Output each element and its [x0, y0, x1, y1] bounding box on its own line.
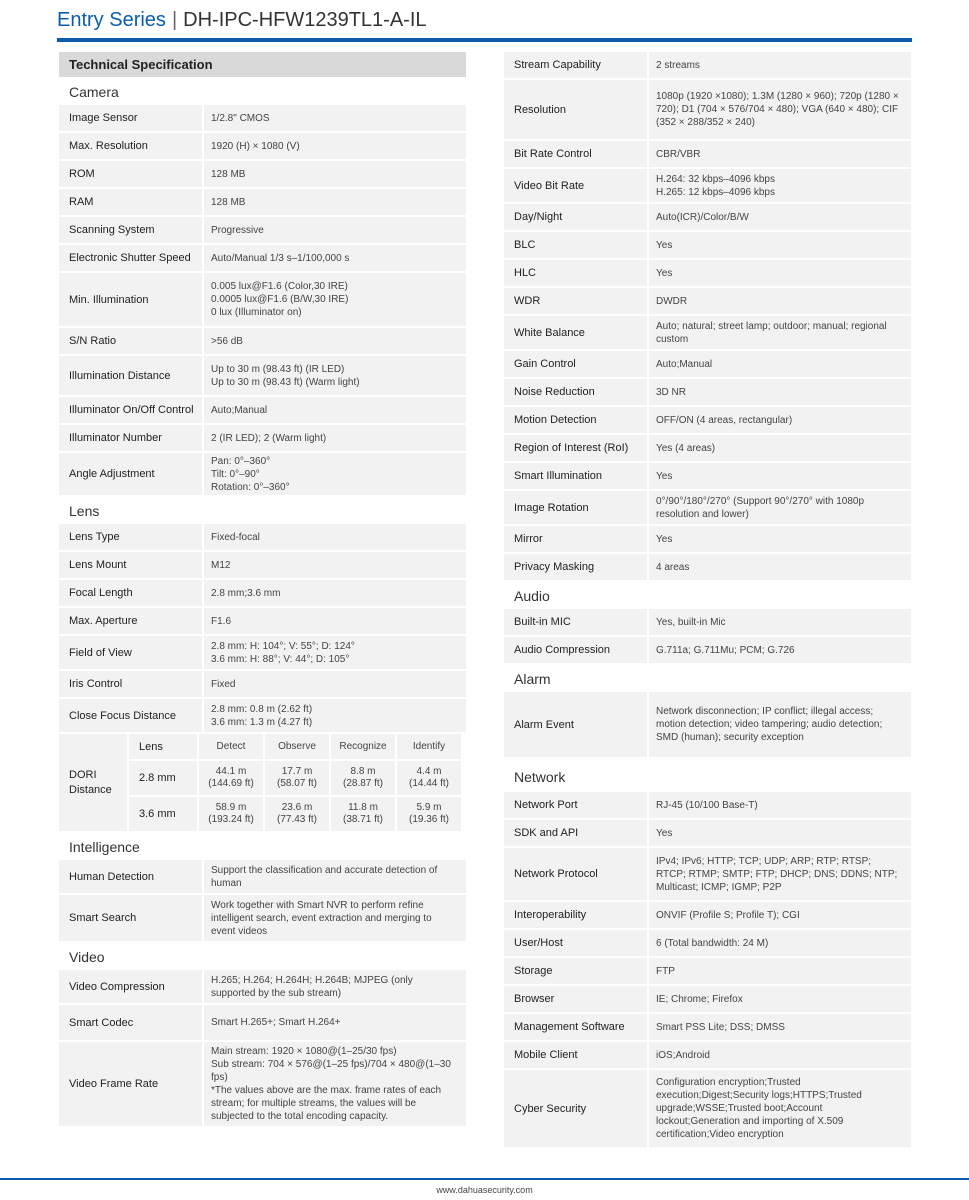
- spec-label: Mobile Client: [504, 1042, 647, 1068]
- spec-row: [59, 273, 466, 326]
- spec-row: [504, 1070, 911, 1147]
- spec-label: Electronic Shutter Speed: [59, 245, 202, 271]
- spec-value: iOS;Android: [649, 1042, 911, 1068]
- spec-row: [504, 491, 911, 524]
- spec-value: Yes: [649, 463, 911, 489]
- spec-label: Alarm Event: [504, 692, 647, 757]
- spec-label: BLC: [504, 232, 647, 258]
- spec-value: Network disconnection; IP conflict; illegal access; motion detection; video tampering; audio detection; SMD (human); security exception: [649, 692, 911, 757]
- spec-label: Interoperability: [504, 902, 647, 928]
- spec-value: Yes (4 areas): [649, 435, 911, 461]
- spec-label: Network Protocol: [504, 848, 647, 900]
- spec-label: ROM: [59, 161, 202, 187]
- header-rule: [57, 38, 912, 42]
- spec-label: Focal Length: [59, 580, 202, 606]
- spec-label: Min. Illumination: [59, 273, 202, 326]
- footer-rule: [0, 1178, 969, 1180]
- spec-row: [59, 608, 466, 634]
- spec-value: Fixed: [204, 671, 466, 697]
- spec-row: [504, 379, 911, 405]
- spec-value: 128 MB: [204, 189, 466, 215]
- network-rows: [504, 792, 911, 1147]
- spec-value: Pan: 0°–360° Tilt: 0°–90° Rotation: 0°–360°: [204, 453, 466, 495]
- spec-row: [504, 848, 911, 900]
- spec-row: [504, 232, 911, 258]
- spec-row: [504, 958, 911, 984]
- spec-label: Built-in MIC: [504, 609, 647, 635]
- dori-value-cell: 23.6 m (77.43 ft): [265, 797, 329, 831]
- spec-value: 128 MB: [204, 161, 466, 187]
- spec-row: [504, 902, 911, 928]
- spec-value: H.264: 32 kbps–4096 kbps H.265: 12 kbps–4096 kbps: [649, 169, 911, 202]
- spec-label: Illumination Distance: [59, 356, 202, 395]
- spec-label: Illuminator Number: [59, 425, 202, 451]
- section-audio: Audio: [514, 588, 550, 604]
- spec-row: [504, 554, 911, 580]
- spec-label: White Balance: [504, 316, 647, 349]
- section-network: Network: [514, 769, 566, 785]
- spec-value: 2.8 mm: 0.8 m (2.62 ft) 3.6 mm: 1.3 m (4.27 ft): [204, 699, 466, 732]
- spec-label: S/N Ratio: [59, 328, 202, 354]
- spec-value: CBR/VBR: [649, 141, 911, 167]
- dori-value-cell: 5.9 m (19.36 ft): [397, 797, 461, 831]
- spec-label: RAM: [59, 189, 202, 215]
- spec-row: [504, 463, 911, 489]
- spec-value: 2 streams: [649, 52, 911, 78]
- spec-value: 4 areas: [649, 554, 911, 580]
- header-separator: |: [171, 9, 178, 31]
- spec-value: 3D NR: [649, 379, 911, 405]
- spec-row: [504, 204, 911, 230]
- left-column: [59, 52, 466, 1128]
- spec-row: [59, 133, 466, 159]
- dori-grid: [129, 734, 466, 831]
- spec-label: HLC: [504, 260, 647, 286]
- spec-value: Yes: [649, 526, 911, 552]
- dori-lens-cell: 2.8 mm: [129, 761, 197, 795]
- spec-label: Resolution: [504, 80, 647, 139]
- spec-value: Auto/Manual 1/3 s–1/100,000 s: [204, 245, 466, 271]
- spec-label: Lens Type: [59, 524, 202, 550]
- spec-label: WDR: [504, 288, 647, 314]
- spec-label: User/Host: [504, 930, 647, 956]
- spec-value: Fixed-focal: [204, 524, 466, 550]
- dori-header-cell: Recognize: [331, 734, 395, 759]
- spec-label: Smart Codec: [59, 1005, 202, 1040]
- dori-value-cell: 11.8 m (38.71 ft): [331, 797, 395, 831]
- spec-label: Video Bit Rate: [504, 169, 647, 202]
- spec-value: DWDR: [649, 288, 911, 314]
- spec-value: Auto; natural; street lamp; outdoor; manual; regional custom: [649, 316, 911, 349]
- video-continued-rows: [504, 52, 911, 580]
- audio-rows: [504, 609, 911, 663]
- model-number: DH-IPC-HFW1239TL1-A-IL: [183, 9, 427, 31]
- spec-row: [504, 52, 911, 78]
- spec-value: Yes: [649, 260, 911, 286]
- spec-row: [59, 161, 466, 187]
- spec-value: 1080p (1920 ×1080); 1.3M (1280 × 960); 720p (1280 × 720); D1 (704 × 576/704 × 480); VGA (640 × 480); CIF (352 × 288/352 × 240): [649, 80, 911, 139]
- spec-row: [59, 189, 466, 215]
- dori-value-cell: 17.7 m (58.07 ft): [265, 761, 329, 795]
- document-header: [57, 6, 427, 34]
- spec-value: Support the classification and accurate detection of human: [204, 860, 466, 893]
- footer-url: www.dahuasecurity.com: [436, 1185, 533, 1195]
- spec-value: Yes: [649, 820, 911, 846]
- spec-value: H.265; H.264; H.264H; H.264B; MJPEG (only supported by the sub stream): [204, 970, 466, 1003]
- spec-label: Management Software: [504, 1014, 647, 1040]
- alarm-rows: [504, 692, 911, 757]
- spec-value: FTP: [649, 958, 911, 984]
- video-rows: [59, 970, 466, 1126]
- spec-label: Browser: [504, 986, 647, 1012]
- spec-value: 1/2.8" CMOS: [204, 105, 466, 131]
- spec-value: 0.005 lux@F1.6 (Color,30 IRE) 0.0005 lux@F1.6 (B/W,30 IRE) 0 lux (Illuminator on): [204, 273, 466, 326]
- spec-label: Noise Reduction: [504, 379, 647, 405]
- spec-row: [59, 524, 466, 550]
- spec-value: Progressive: [204, 217, 466, 243]
- dori-distance-table: [59, 734, 466, 831]
- spec-value: Auto(ICR)/Color/B/W: [649, 204, 911, 230]
- spec-label: Day/Night: [504, 204, 647, 230]
- spec-value: RJ-45 (10/100 Base-T): [649, 792, 911, 818]
- spec-label: Privacy Masking: [504, 554, 647, 580]
- spec-row: [59, 217, 466, 243]
- spec-row: [59, 895, 466, 941]
- spec-value: Configuration encryption;Trusted execution;Digest;Security logs;HTTPS;Trusted upgrade;WSSE;Trusted boot;Account lockout;Generation and importing of X.509 certification;Video encryption: [649, 1070, 911, 1147]
- spec-row: [59, 671, 466, 697]
- spec-label: Audio Compression: [504, 637, 647, 663]
- section-lens: Lens: [69, 503, 100, 519]
- spec-value: G.711a; G.711Mu; PCM; G.726: [649, 637, 911, 663]
- spec-label: Video Compression: [59, 970, 202, 1003]
- dori-lens-cell: 3.6 mm: [129, 797, 197, 831]
- spec-label: Max. Resolution: [59, 133, 202, 159]
- camera-rows: [59, 105, 466, 495]
- spec-row: [504, 351, 911, 377]
- spec-label: Iris Control: [59, 671, 202, 697]
- spec-row: [59, 356, 466, 395]
- dori-value-cell: 44.1 m (144.69 ft): [199, 761, 263, 795]
- spec-row: [504, 986, 911, 1012]
- spec-value: Smart PSS Lite; DSS; DMSS: [649, 1014, 911, 1040]
- spec-label: SDK and API: [504, 820, 647, 846]
- spec-row: [504, 1042, 911, 1068]
- spec-value: 2.8 mm;3.6 mm: [204, 580, 466, 606]
- spec-row: [504, 637, 911, 663]
- right-column: [504, 52, 911, 1149]
- spec-row: [504, 609, 911, 635]
- spec-row: [59, 453, 466, 495]
- spec-row: [504, 316, 911, 349]
- spec-row: [504, 260, 911, 286]
- spec-label: Motion Detection: [504, 407, 647, 433]
- lens-rows: [59, 524, 466, 732]
- spec-label: Lens Mount: [59, 552, 202, 578]
- spec-value: Auto;Manual: [204, 397, 466, 423]
- spec-value: 6 (Total bandwidth: 24 M): [649, 930, 911, 956]
- spec-label: Close Focus Distance: [59, 699, 202, 732]
- dori-header-cell: Identify: [397, 734, 461, 759]
- spec-row: [59, 970, 466, 1003]
- spec-label: Max. Aperture: [59, 608, 202, 634]
- spec-label: Video Frame Rate: [59, 1042, 202, 1126]
- spec-row: [59, 397, 466, 423]
- spec-value: Auto;Manual: [649, 351, 911, 377]
- section-camera: Camera: [69, 84, 119, 100]
- spec-row: [504, 820, 911, 846]
- spec-label: Stream Capability: [504, 52, 647, 78]
- spec-value: 2.8 mm: H: 104°; V: 55°; D: 124° 3.6 mm: H: 88°; V: 44°; D: 105°: [204, 636, 466, 669]
- section-video: Video: [69, 949, 105, 965]
- spec-row: [59, 636, 466, 669]
- spec-label: Human Detection: [59, 860, 202, 893]
- spec-row: [59, 552, 466, 578]
- spec-value: ONVIF (Profile S; Profile T); CGI: [649, 902, 911, 928]
- spec-value: Yes: [649, 232, 911, 258]
- spec-label: Image Rotation: [504, 491, 647, 524]
- dori-header-cell: Detect: [199, 734, 263, 759]
- dori-value-cell: 8.8 m (28.87 ft): [331, 761, 395, 795]
- dori-header-cell: Lens: [129, 734, 197, 759]
- spec-value: Yes, built-in Mic: [649, 609, 911, 635]
- spec-row: [504, 930, 911, 956]
- spec-row: [504, 169, 911, 202]
- section-alarm: Alarm: [514, 671, 551, 687]
- spec-label: Region of Interest (RoI): [504, 435, 647, 461]
- spec-row: [504, 1014, 911, 1040]
- spec-value: F1.6: [204, 608, 466, 634]
- spec-value: IE; Chrome; Firefox: [649, 986, 911, 1012]
- spec-value: 1920 (H) × 1080 (V): [204, 133, 466, 159]
- spec-value: Main stream: 1920 × 1080@(1–25/30 fps) Sub stream: 704 × 576@(1–25 fps)/704 × 480@(1–30 fps) *The values above are the max. frame rates of each stream; for multiple streams, the values will be subjected to the total encoding capacity.: [204, 1042, 466, 1126]
- spec-row: [59, 105, 466, 131]
- spec-value: Up to 30 m (98.43 ft) (IR LED) Up to 30 m (98.43 ft) (Warm light): [204, 356, 466, 395]
- spec-row: [59, 860, 466, 893]
- spec-row: [504, 435, 911, 461]
- spec-label: Cyber Security: [504, 1070, 647, 1147]
- spec-value: OFF/ON (4 areas, rectangular): [649, 407, 911, 433]
- spec-row: [59, 580, 466, 606]
- spec-label: Network Port: [504, 792, 647, 818]
- spec-label: Storage: [504, 958, 647, 984]
- spec-value: >56 dB: [204, 328, 466, 354]
- spec-row: [504, 288, 911, 314]
- spec-label: Angle Adjustment: [59, 453, 202, 495]
- spec-label: Smart Illumination: [504, 463, 647, 489]
- spec-value: 0°/90°/180°/270° (Support 90°/270° with 1080p resolution and lower): [649, 491, 911, 524]
- dori-value-cell: 58.9 m (193.24 ft): [199, 797, 263, 831]
- dori-header-cell: Observe: [265, 734, 329, 759]
- spec-row: [59, 328, 466, 354]
- spec-row: [59, 1042, 466, 1126]
- dori-value-cell: 4.4 m (14.44 ft): [397, 761, 461, 795]
- spec-value: 2 (IR LED); 2 (Warm light): [204, 425, 466, 451]
- spec-value: IPv4; IPv6; HTTP; TCP; UDP; ARP; RTP; RTSP; RTCP; RTMP; SMTP; FTP; DHCP; DNS; DDNS; NTP; Multicast; ICMP; IGMP; P2P: [649, 848, 911, 900]
- spec-label: Image Sensor: [59, 105, 202, 131]
- spec-row: [504, 692, 911, 757]
- spec-row: [59, 1005, 466, 1040]
- spec-label: Mirror: [504, 526, 647, 552]
- spec-value: M12: [204, 552, 466, 578]
- intelligence-rows: [59, 860, 466, 941]
- spec-row: [504, 407, 911, 433]
- spec-label: Illuminator On/Off Control: [59, 397, 202, 423]
- spec-title: Technical Specification: [59, 52, 466, 77]
- spec-label: Bit Rate Control: [504, 141, 647, 167]
- spec-row: [504, 526, 911, 552]
- spec-row: [504, 141, 911, 167]
- spec-row: [59, 245, 466, 271]
- spec-label: Scanning System: [59, 217, 202, 243]
- spec-row: [59, 699, 466, 732]
- spec-label: Field of View: [59, 636, 202, 669]
- spec-value: Work together with Smart NVR to perform refine intelligent search, event extraction and merging to event videos: [204, 895, 466, 941]
- series-name: Entry Series: [57, 9, 166, 31]
- spec-value: Smart H.265+; Smart H.264+: [204, 1005, 466, 1040]
- section-intelligence: Intelligence: [69, 839, 140, 855]
- spec-label: Smart Search: [59, 895, 202, 941]
- spec-label: Gain Control: [504, 351, 647, 377]
- dori-label: DORI Distance: [59, 734, 127, 831]
- spec-row: [59, 425, 466, 451]
- spec-row: [504, 80, 911, 139]
- spec-row: [504, 792, 911, 818]
